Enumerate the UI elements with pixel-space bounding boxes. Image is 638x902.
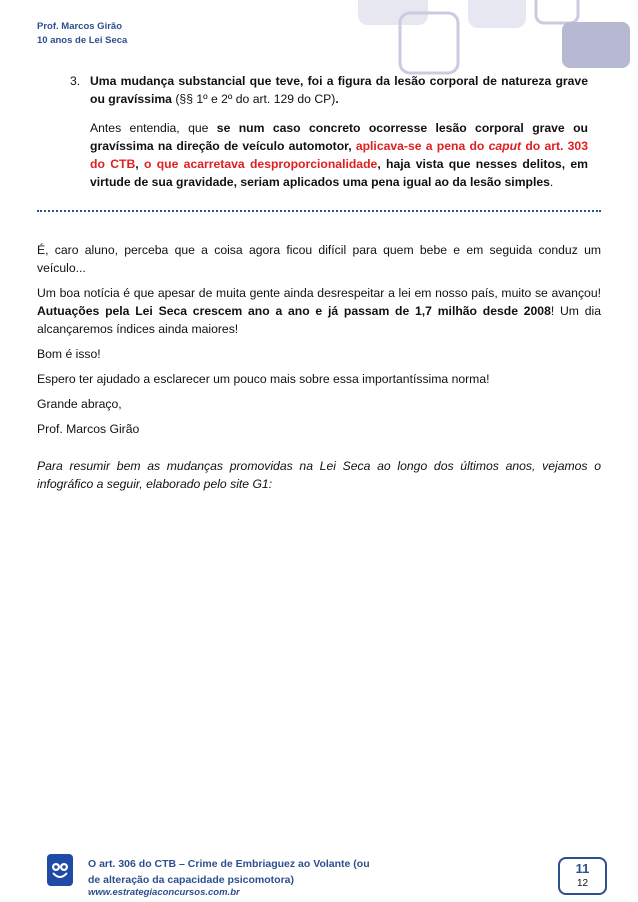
- paragraph: Grande abraço,: [37, 397, 122, 411]
- owl-logo-icon: [47, 854, 73, 886]
- list-number: 3.: [70, 74, 81, 88]
- header-subtitle: 10 anos de Lei Seca: [37, 35, 128, 46]
- page-number-box: [558, 857, 607, 895]
- header-author: Prof. Marcos Girão: [37, 21, 122, 32]
- paragraph-italic: Para resumir bem as mudanças promovidas na Lei Seca ao longo dos últimos anos, vejamos o infográfico a seguir, elaborado pelo site G1:: [37, 459, 601, 491]
- paragraph: Bom é isso!: [37, 347, 101, 361]
- item3-paragraph-2: Antes entendia, que se num caso concreto ocorresse lesão corporal grave ou gravíssima na direção de veículo automotor, aplicava-se a pena do caput do art. 303 do CTB, o que acarretava desproporcionalidade, haja vista que nesses delitos, em virtude de sua gravidade, seriam aplicados uma pena igual ao da lesão simples.: [90, 121, 589, 189]
- page-total: 12: [576, 878, 589, 889]
- signature: Prof. Marcos Girão: [37, 422, 140, 436]
- footer-title: O art. 306 do CTB – Crime de Embriaguez ao Volante (ou de alteração da capacidade psicomotora): [88, 858, 370, 886]
- dotted-divider: [37, 210, 601, 212]
- footer-url[interactable]: www.estrategiaconcursos.com.br: [88, 887, 240, 898]
- paragraph: Um boa notícia é que apesar de muita gente ainda desrespeitar a lei em nosso país, muito se avançou! Autuações pela Lei Seca crescem ano a ano e já passam de 1,7 milhão desde 2008! Um dia alcançaremos índices ainda maiores!: [37, 286, 601, 336]
- item3-paragraph-1: Uma mudança substancial que teve, foi a figura da lesão corporal de natureza grave ou gravíssima (§§ 1º e 2º do art. 129 do CP).: [90, 74, 588, 106]
- page-current: 11: [575, 861, 590, 876]
- paragraph: É, caro aluno, perceba que a coisa agora ficou difícil para quem bebe e em seguida conduz um veículo...: [37, 243, 601, 275]
- list-item-3: [70, 72, 588, 191]
- body-text: [37, 241, 601, 500]
- paragraph: Espero ter ajudado a esclarecer um pouco mais sobre essa importantíssima norma!: [37, 372, 490, 386]
